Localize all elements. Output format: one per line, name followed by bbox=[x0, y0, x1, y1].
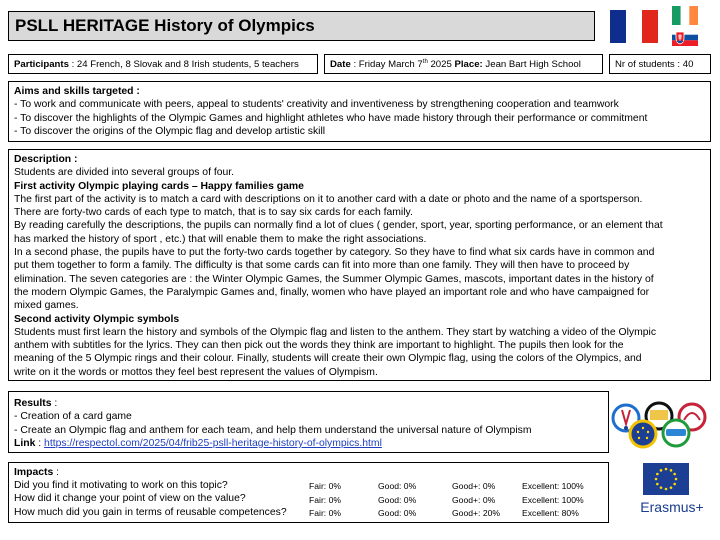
eu-star-icon bbox=[670, 469, 673, 472]
activity1-line: By reading carefully the descriptions, the pupils can normally find a lot of clues ( gender, sport, year, sporting performance, or an element that bbox=[14, 220, 663, 232]
eu-star-icon bbox=[655, 478, 658, 481]
participants-value: : 24 French, 8 Slovak and 8 Irish students, 5 teachers bbox=[68, 59, 299, 70]
place-label: Place: bbox=[454, 59, 483, 70]
activity1-line: elimination. The seven categories are : the Winter Olympic Games, the Summer Olympic Games, mascots, important dates in the history of bbox=[14, 273, 654, 285]
impacts-heading-suffix: : bbox=[53, 467, 60, 478]
impacts-box bbox=[8, 462, 609, 523]
link-label: Link bbox=[14, 437, 36, 449]
page-title: PSLL HERITAGE History of Olympics bbox=[8, 11, 595, 41]
impact-good: Good: 0% bbox=[378, 481, 417, 492]
aims-item: - To discover the highlights of the Olympic Games and highlight athletes who have made history through their performance or commitment bbox=[14, 112, 648, 124]
date-value: : Friday March 7 bbox=[350, 59, 423, 70]
impact-row bbox=[14, 493, 603, 507]
impact-question: How much did you gain in terms of reusable competences? bbox=[14, 506, 287, 518]
students-value: : 40 bbox=[674, 59, 694, 70]
participants-label: Participants bbox=[14, 59, 69, 70]
olympic-badges-icon bbox=[610, 400, 710, 452]
impact-fair: Fair: 0% bbox=[309, 481, 341, 492]
impacts-heading: Impacts bbox=[14, 467, 54, 478]
ireland-flag-icon bbox=[672, 6, 698, 25]
description-intro: Students are divided into several groups of four. bbox=[14, 167, 235, 179]
description-heading: Description : bbox=[14, 154, 78, 165]
activity2-title: Second activity Olympic symbols bbox=[14, 313, 180, 325]
impact-question: How did it change your point of view on the value? bbox=[14, 493, 246, 505]
eu-star-icon bbox=[665, 488, 668, 491]
activity1-line: In a second phase, the pupils have to put the forty-two cards together by category. So they have to find what six cards have in common and bbox=[14, 247, 655, 259]
slovakia-flag-icon bbox=[672, 29, 698, 46]
place-value: Jean Bart High School bbox=[482, 59, 581, 70]
description-box bbox=[8, 149, 711, 381]
results-heading: Results bbox=[14, 398, 52, 409]
impact-fair: Fair: 0% bbox=[309, 494, 341, 505]
aims-item: - To discover the origins of the Olympic flag and develop artistic skill bbox=[14, 125, 326, 137]
students-label: Nr of students bbox=[615, 59, 675, 70]
activity2-line: meaning of the 5 Olympic rings and their colour. Finally, students will create their own Olympic flag, using the colors of the Olympics, and bbox=[14, 353, 642, 365]
date-year: 2025 bbox=[427, 59, 455, 70]
aims-heading: Aims and skills targeted : bbox=[14, 86, 140, 97]
results-link[interactable]: https://respectol.com/2025/04/frib25-psll-heritage-history-of-olympics.html bbox=[44, 437, 382, 449]
impact-goodplus: Good+: 0% bbox=[452, 481, 496, 492]
impact-question: Did you find it motivating to work on this topic? bbox=[14, 479, 228, 491]
eu-star-icon bbox=[660, 469, 663, 472]
impact-excellent: Excellent: 80% bbox=[522, 508, 579, 519]
eu-star-icon bbox=[665, 468, 668, 471]
results-box bbox=[8, 391, 609, 453]
date-label: Date bbox=[330, 59, 351, 70]
link-separator: : bbox=[35, 437, 45, 449]
eu-star-icon bbox=[675, 478, 678, 481]
date-place-box bbox=[324, 54, 603, 74]
activity1-line: There are forty-two cards of each type to match, that is to say six cards for each family. bbox=[14, 207, 413, 219]
eu-star-icon bbox=[656, 473, 659, 476]
eu-star-icon bbox=[673, 483, 676, 486]
activity1-line: The first part of the activity is to match a card with descriptions on it to another card with a date or photo and the name of a sportsperson. bbox=[14, 193, 643, 205]
impact-row bbox=[14, 507, 603, 521]
impact-row bbox=[14, 480, 603, 494]
impact-good: Good: 0% bbox=[378, 508, 417, 519]
activity2-line: write on it the words or mottos they feel best represent the values of Olympism. bbox=[14, 366, 378, 378]
impact-fair: Fair: 0% bbox=[309, 508, 341, 519]
impact-excellent: Excellent: 100% bbox=[522, 494, 584, 505]
eu-star-icon bbox=[660, 486, 663, 489]
eu-flag-icon bbox=[643, 463, 689, 495]
activity1-line: mixed games. bbox=[14, 300, 79, 312]
activity1-line: put them together to form a family. The difficulty is that some cards can fit into more than one family. They will then have to proceed by bbox=[14, 260, 630, 272]
activity1-line: the modern Olympic Games, the Paralympic Games and, finally, women who have played an important role and who have campaigned for bbox=[14, 286, 650, 298]
erasmus-logo-text: Erasmus+ bbox=[640, 499, 704, 515]
activity1-title: First activity Olympic playing cards – Happy families game bbox=[14, 180, 304, 192]
aims-item: - To work and communicate with peers, appeal to students' creativity and inventiveness by strengthening cooperation and teamwork bbox=[14, 99, 619, 111]
participants-box bbox=[8, 54, 318, 74]
eu-star-icon bbox=[673, 473, 676, 476]
eu-star-icon bbox=[670, 486, 673, 489]
activity1-line: has marked the history of sport , etc.) that will enable them to make the right associations. bbox=[14, 233, 427, 245]
results-heading-suffix: : bbox=[51, 398, 58, 409]
students-box bbox=[609, 54, 711, 74]
impact-good: Good: 0% bbox=[378, 494, 417, 505]
date-suffix: th bbox=[422, 58, 428, 65]
aims-box bbox=[8, 81, 711, 142]
eu-star-icon bbox=[656, 483, 659, 486]
activity2-line: Students must first learn the history and symbols of the Olympic flag and listen to the anthem. They start by watching a video of the Olympic bbox=[14, 326, 657, 338]
impact-goodplus: Good+: 20% bbox=[452, 508, 501, 519]
results-item: - Creation of a card game bbox=[14, 411, 132, 423]
results-item: - Create an Olympic flag and anthem for each team, and help them understand the universal nature of Olympism bbox=[14, 424, 532, 436]
impact-goodplus: Good+: 0% bbox=[452, 494, 496, 505]
activity2-line: anthem with subtitles for the lyrics. They can then pick out the words they think are important to highlight. The pupils then look for the bbox=[14, 340, 624, 352]
france-flag-icon bbox=[610, 10, 658, 43]
impact-excellent: Excellent: 100% bbox=[522, 481, 584, 492]
